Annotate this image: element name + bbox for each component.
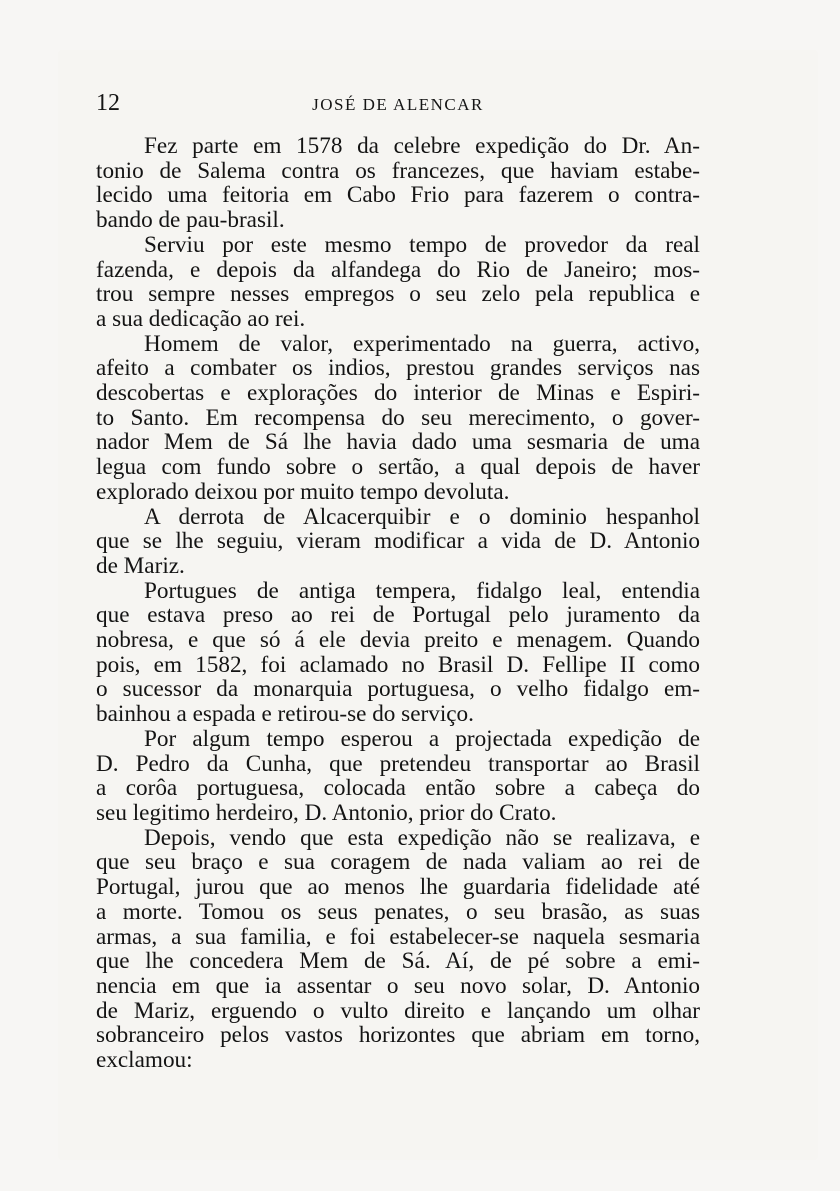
text-line: Serviu por este mesmo tempo de provedor da real (144, 231, 700, 258)
text-line: Portugal, jurou que ao menos lhe guardaria fidelidade até (96, 874, 700, 901)
text-line: bando de pau-brasil. (96, 207, 285, 234)
text-line: trou sempre nesses empregos o seu zelo pela republica e (96, 281, 700, 308)
text-line: afeito a combater os indios, prestou grandes serviços nas (96, 355, 700, 382)
text-line: armas, a sua familia, e foi estabelecer-se naquela sesmaria (96, 923, 700, 950)
text-line: a corôa portuguesa, colocada então sobre a cabeça do (96, 775, 700, 802)
text-line: to Santo. Em recompensa do seu merecimento, o gover- (96, 404, 700, 431)
text-line: explorado deixou por muito tempo devoluta. (96, 478, 510, 505)
text-line: Depois, vendo que esta expedição não se realizava, e (144, 824, 700, 851)
text-line: a sua dedicação ao rei. (96, 305, 306, 332)
text-line: Homem de valor, experimentado na guerra, activo, (144, 330, 700, 357)
text-line: que estava preso ao rei de Portugal pelo juramento da (96, 602, 700, 629)
text-line: fazenda, e depois da alfandega do Rio de Janeiro; mos- (96, 256, 700, 283)
text-line: que se lhe seguiu, vieram modificar a vida de D. Antonio (96, 528, 700, 555)
text-line: tonio de Salema contra os francezes, que haviam estabe- (96, 157, 700, 184)
page-header (96, 88, 700, 118)
text-line: seu legitimo herdeiro, D. Antonio, prior do Crato. (96, 799, 557, 826)
text-line: Por algum tempo esperou a projectada expedição de (144, 725, 700, 752)
paragraph (96, 826, 700, 1073)
text-line: a morte. Tomou os seus penates, o seu brasão, as suas (96, 898, 700, 925)
paragraph (96, 579, 700, 727)
text-line: nador Mem de Sá lhe havia dado uma sesmaria de uma (96, 429, 700, 456)
text-line: Fez parte em 1578 da celebre expedição do Dr. An- (144, 133, 700, 159)
paragraph (96, 332, 700, 505)
text-line: A derrota de Alcacerquibir e o dominio hespanhol (144, 503, 700, 530)
page-number: 12 (96, 90, 120, 116)
paragraph (96, 727, 700, 826)
text-line: bainhou a espada e retirou-se do serviço. (96, 701, 474, 728)
text-line: pois, em 1582, foi aclamado no Brasil D. Fellipe II como (96, 651, 700, 678)
text-line: D. Pedro da Cunha, que pretendeu transportar ao Brasil (96, 750, 700, 777)
text-line: que seu braço e sua coragem de nada valiam ao rei de (96, 849, 700, 876)
paragraph (96, 134, 700, 233)
running-title: JOSÉ DE ALENCAR (312, 95, 484, 114)
paragraph (96, 505, 700, 579)
text-line: descobertas e explorações do interior de Minas e Espiri- (96, 380, 700, 407)
text-line: nencia em que ia assentar o seu novo solar, D. Antonio (96, 972, 700, 999)
text-line: legua com fundo sobre o sertão, a qual depois de haver (96, 454, 700, 481)
text-line: de Mariz, erguendo o vulto direito e lançando um olhar (96, 997, 700, 1024)
text-line: o sucessor da monarquia portuguesa, o velho fidalgo em- (96, 676, 700, 703)
text-line: sobranceiro pelos vastos horizontes que abriam em torno, (96, 1022, 700, 1049)
text-line: nobresa, e que só á ele devia preito e menagem. Quando (96, 627, 700, 654)
text-line: Portugues de antiga tempera, fidalgo leal, entendia (144, 577, 700, 604)
text-line: que lhe concedera Mem de Sá. Aí, de pé sobre a emi- (96, 948, 700, 975)
paragraph (96, 233, 700, 332)
text-line: exclamou: (96, 1047, 193, 1074)
body-text (96, 134, 700, 1073)
text-line: de Mariz. (96, 552, 185, 579)
text-line: lecido uma feitoria em Cabo Frio para fazerem o contra- (96, 182, 700, 209)
